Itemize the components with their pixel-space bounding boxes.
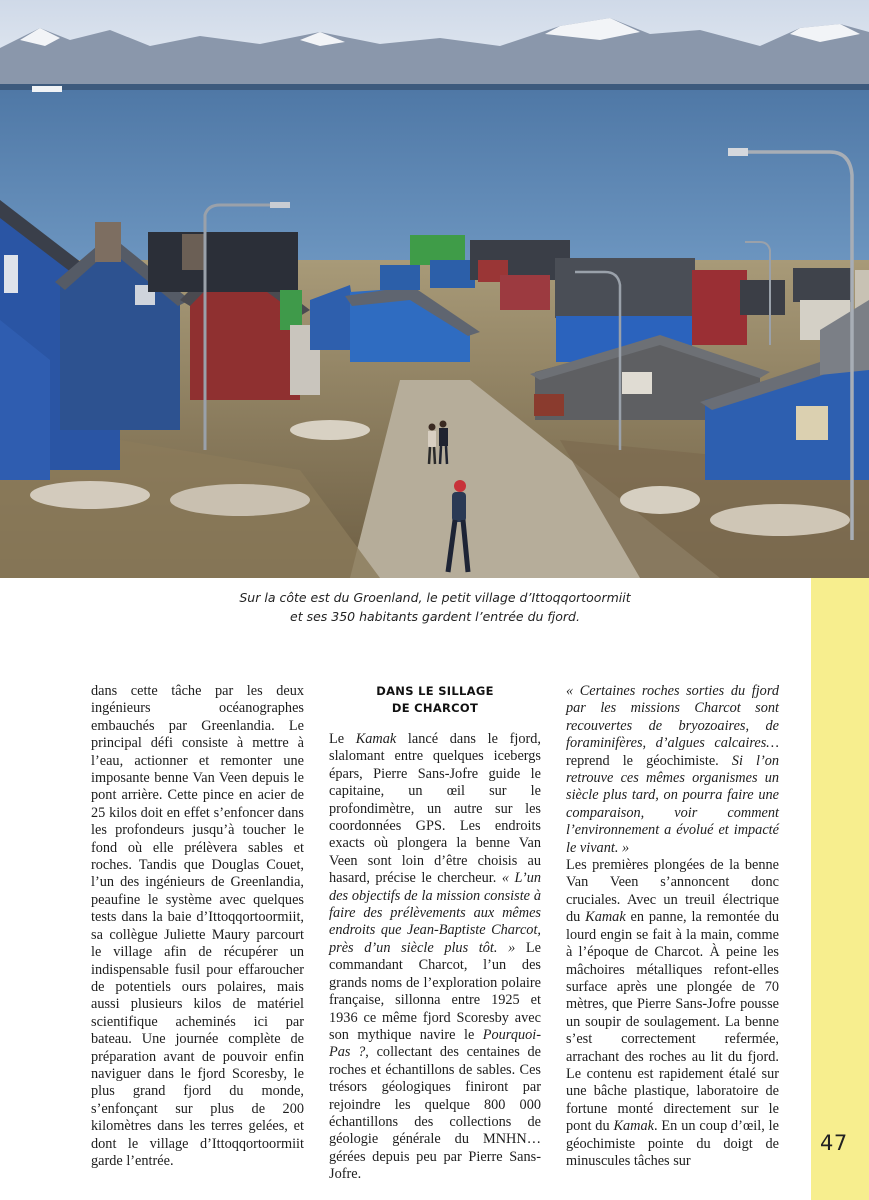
yellow-margin-band xyxy=(811,578,869,1200)
text-run: , collectant des centaines de roches et échantillons de sables. Ces trésors géologiques finiront par rejoindre les quelque 800 000 échantillons des collections de géologie générale du MNHN… gérées depuis peu par Pierre Sans-Jofre. xyxy=(329,1044,541,1183)
pull-quote: « L’un des objectifs de la mission consiste à faire des prélèvements aux mêmes endroits que Jean-Baptiste Charcot, près d’un siècle plus tôt. » xyxy=(329,870,541,956)
text-run: Les premières plongées de la benne Van Veen s’annoncent donc cruciales. Avec un treuil électrique du xyxy=(566,857,779,926)
caption-line-2: et ses 350 habitants gardent l’entrée du fjord. xyxy=(290,609,580,624)
text-run: Le commandant Charcot, l’un des grands noms de l’exploration polaire française, sillonna entre 1925 et 1936 ce même fjord Scoresby avec son mythique navire le xyxy=(329,939,541,1043)
village-photo xyxy=(0,0,869,578)
ship-name: Kamak xyxy=(585,909,626,926)
column-1-paragraph: dans cette tâche par les deux ingénieurs océanographes embauchés par Greenlandia. Le principal défi consiste à mettre à l’eau, actionner et remonter une imposante benne Van Veen depuis le pont arrière. Cette pince en acier de 25 kilos doit en effet s’enfoncer dans les profondeurs jusqu’à toucher le fond où elle prélèvera sables et roches. Tandis que Douglas Couet, l’un des ingénieurs de Greenlandia, peaufine le système avec quelques tests dans la baie d’Ittoqqortoormiit, sa collègue Juliette Maury parcourt le village afin de récupérer un indispensable fusil pour effaroucher de potentiels ours polaires, mais aussi plusieurs kilos de matériel scientifique acheminés ici par bateau. Une journée complète de préparation avant de pouvoir enfin naviguer dans le fjord Scoresby, le plus grand fjord du monde, s’enfonçant sur plus de 200 kilomètres dans les terres gelées, et dont le village d’Ittoqqortoormiit garde l’entrée. xyxy=(91,683,304,1169)
text-run: . En un coup d’œil, le géochimiste pointe du doigt de minuscules tâches sur xyxy=(566,1118,779,1169)
ship-name: Kamak xyxy=(355,731,397,747)
page-number: 47 xyxy=(820,1131,848,1155)
village-photo-illustration xyxy=(0,0,869,578)
ship-name: Kamak xyxy=(613,1118,654,1135)
section-heading-line-1: DANS LE SILLAGE xyxy=(376,684,494,698)
quote-part-1: « Certaines roches sorties du fjord par les missions Charcot sont recouvertes de bryozoaires, de foraminifères, d’algues calcaires… xyxy=(566,683,779,752)
text-run: lancé dans le fjord, slalomant entre quelques icebergs épars, Pierre Sans-Jofre guide le capitaine, un œil sur le profondimètre, un autre sur les coordonnées GPS. Les endroits exacts où plongera la benne Van Veen sont loin d’être choisis au hasard, précise le chercheur. xyxy=(329,731,541,887)
photo-caption xyxy=(150,588,720,626)
ship-name: Pourquoi-Pas ? xyxy=(329,1026,541,1061)
article-column-1 xyxy=(91,683,304,1170)
text-run: reprend le géochimiste. xyxy=(566,752,732,769)
text-run: en panne, la remontée du lourd engin se fait à la main, comme à l’époque de Charcot. À peine les mâchoires métalliques refont-elles surface après une plongée de 70 mètres, que Pierre Sans-Jofre pousse un soupir de soulagement. La benne s’est correctement refermée, arrachant des roches au lit du fjord. Le contenu est rapidement étalé sur une bâche plastique, laboratoire de fortune monté directement sur le pont du xyxy=(566,909,779,1135)
text-run: Le xyxy=(329,731,356,747)
section-heading xyxy=(329,683,541,717)
column-3-quote-paragraph xyxy=(566,683,779,857)
article-column-2 xyxy=(329,683,541,1184)
column-2-paragraph xyxy=(329,731,541,1184)
column-3-paragraph xyxy=(566,857,779,1170)
quote-part-2: Si l’on retrouve ces mêmes organismes un siècle plus tard, on pourra faire une comparaison, voir comment l’environnement a évolué et impacté le vivant. » xyxy=(566,752,779,856)
section-heading-line-2: DE CHARCOT xyxy=(391,701,479,715)
article-column-3 xyxy=(566,683,779,1170)
caption-line-1: Sur la côte est du Groenland, le petit village d’Ittoqqortoormiit xyxy=(239,590,631,605)
